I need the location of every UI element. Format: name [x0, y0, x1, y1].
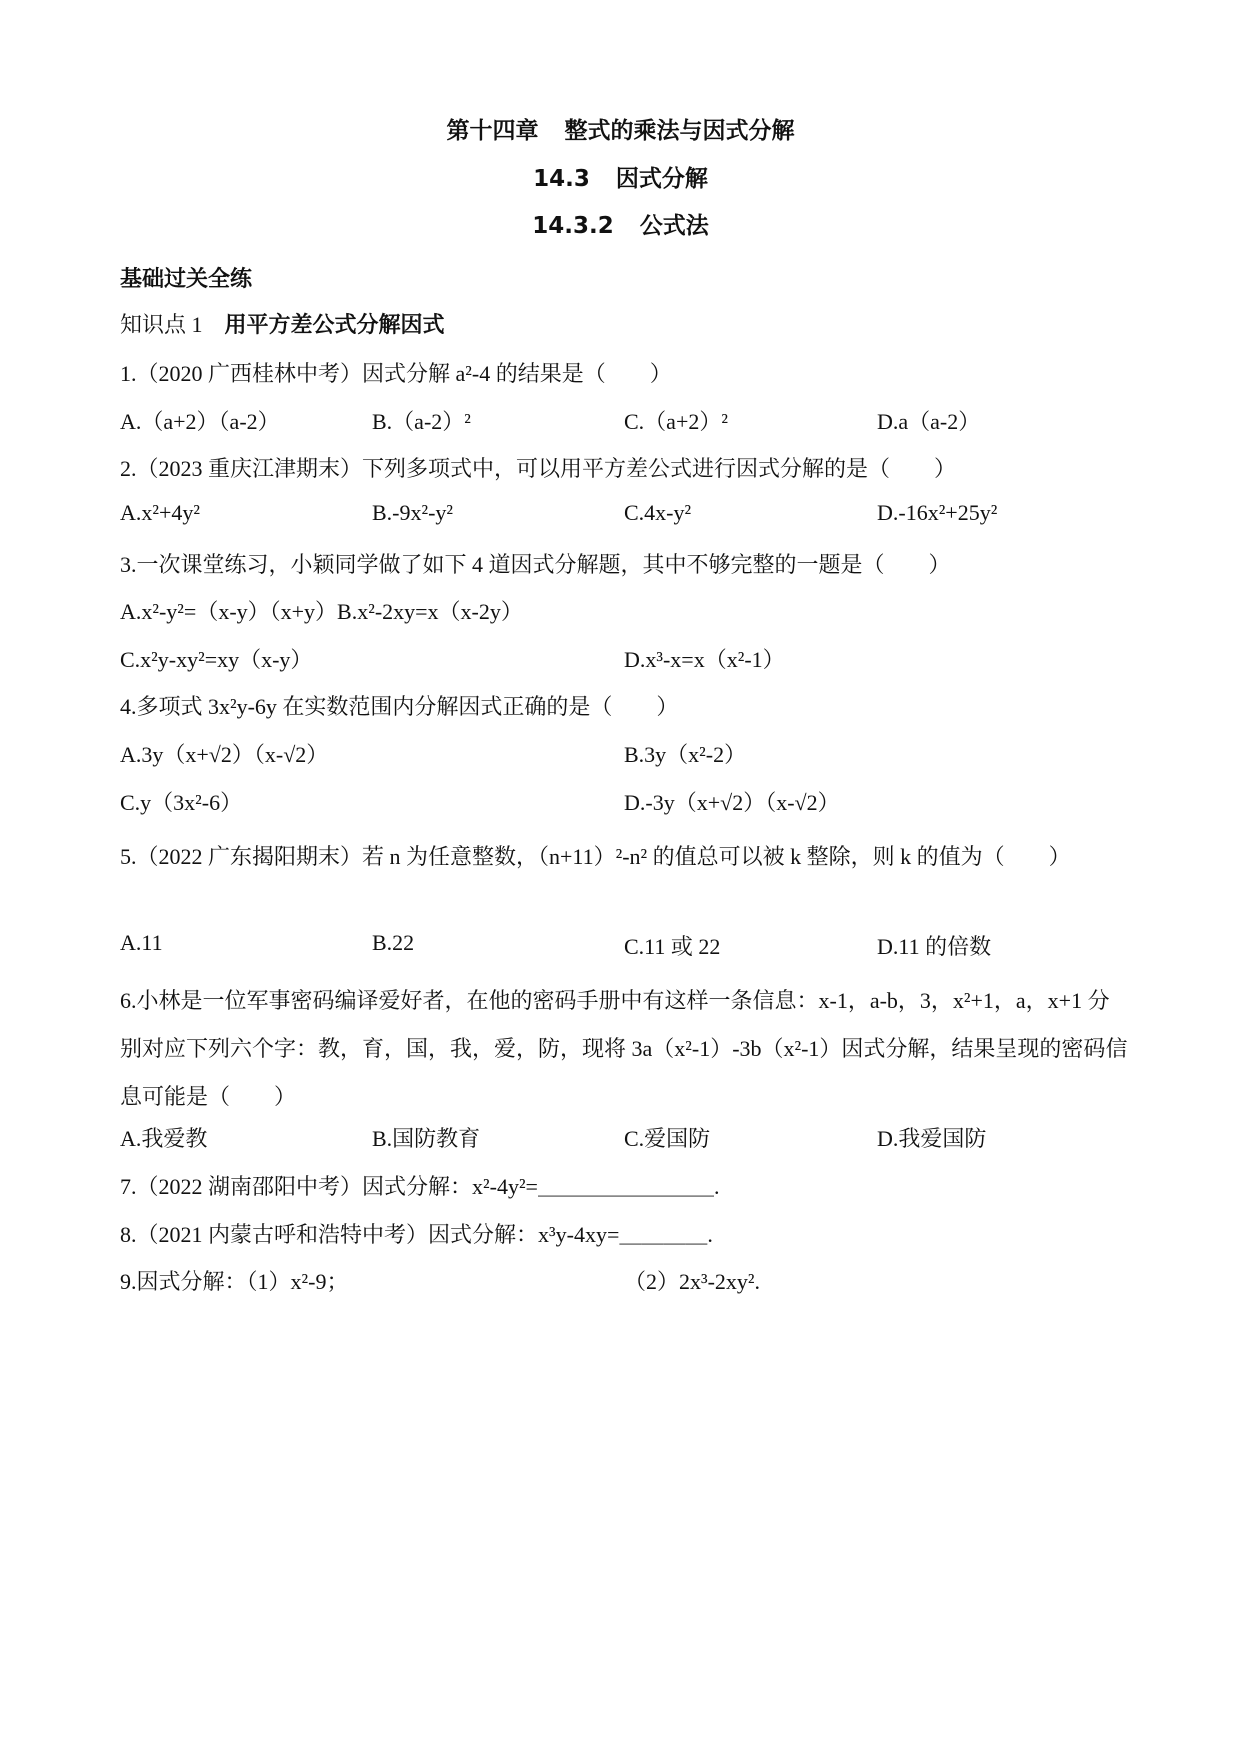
q3-option-a: A.x²-y²=（x-y）（x+y） — [120, 599, 338, 624]
question-8 — [120, 1218, 1130, 1249]
question-3 — [120, 548, 1130, 579]
q3-option-d: D.x³-x=x（x²-1） — [624, 647, 785, 672]
question-number: 7. — [120, 1174, 137, 1199]
question-text: 下列多项式中，可以用平方差公式进行因式分解的是（ ） — [362, 456, 957, 481]
subsection-heading — [0, 207, 1241, 240]
q6-option-a: A.我爱教 — [120, 1126, 208, 1151]
q9-part-2: （2）2x³-2xy². — [624, 1269, 761, 1294]
question-5 — [120, 833, 1130, 881]
question-number: 2. — [120, 456, 137, 481]
question-text: 因式分解：x³y-4xy=＿＿＿＿. — [428, 1222, 713, 1247]
q3-option-a-b — [120, 595, 523, 626]
question-source: （2022 湖南邵阳中考） — [136, 1174, 363, 1199]
question-text: 一次课堂练习，小颖同学做了如下 4 道因式分解题，其中不够完整的一题是（ ） — [136, 552, 951, 577]
question-number: 8. — [120, 1222, 137, 1247]
q5-option-d: D.11 的倍数 — [877, 934, 992, 959]
knowledge-point-label: 知识点 1 — [120, 312, 203, 337]
subsection-number: 14.3.2 — [532, 213, 614, 239]
question-number: 6. — [120, 988, 137, 1013]
q5-option-c: C.11 或 22 — [624, 934, 721, 959]
question-7 — [120, 1170, 1130, 1201]
q1-option-c: C.（a+2）² — [624, 409, 728, 434]
question-number: 1. — [120, 361, 137, 386]
question-text: 因式分解：x²-4y²=＿＿＿＿＿＿＿＿. — [362, 1174, 720, 1199]
question-number: 3. — [120, 552, 137, 577]
q4-option-b: B.3y（x²-2） — [624, 742, 747, 767]
section-heading — [0, 160, 1241, 193]
q1-option-a: A.（a+2）（a-2） — [120, 409, 280, 434]
q3-option-c: C.x²y-xy²=xy（x-y） — [120, 647, 313, 672]
question-text: 因式分解 a²-4 的结果是（ ） — [362, 361, 672, 386]
chapter-title: 整式的乘法与因式分解 — [564, 118, 795, 144]
question-number: 9. — [120, 1269, 137, 1294]
q2-option-a: A.x²+4y² — [120, 500, 200, 525]
question-number: 5. — [120, 844, 137, 869]
q1-option-b: B.（a-2）² — [372, 409, 471, 434]
q1-option-d: D.a（a-2） — [877, 409, 981, 434]
q6-option-d: D.我爱国防 — [877, 1126, 987, 1151]
question-source: （2023 重庆江津期末） — [136, 456, 363, 481]
question-6 — [120, 977, 1130, 1121]
knowledge-point-heading — [120, 308, 445, 339]
q2-option-d: D.-16x²+25y² — [877, 500, 998, 525]
section-title: 因式分解 — [615, 166, 708, 192]
block-title: 基础过关全练 — [120, 267, 253, 292]
q2-option-c: C.4x-y² — [624, 500, 692, 525]
question-text: 多项式 3x²y-6y 在实数范围内分解因式正确的是（ ） — [136, 694, 679, 719]
question-text: 若 n 为任意整数，（n+11）²-n² 的值总可以被 k 整除，则 k 的值为（ ） — [362, 844, 1071, 869]
q2-option-b: B.-9x²-y² — [372, 500, 454, 525]
question-number: 4. — [120, 694, 137, 719]
question-source: （2022 广东揭阳期末） — [136, 844, 363, 869]
question-source: （2021 内蒙古呼和浩特中考） — [136, 1222, 429, 1247]
q9-part-1: （1）x²-9； — [246, 1269, 349, 1294]
q4-option-d: D.-3y（x+√2）（x-√2） — [624, 790, 840, 815]
section-number: 14.3 — [533, 166, 590, 192]
q3-option-b: B.x²-2xy=x（x-2y） — [337, 599, 523, 624]
question-1 — [120, 357, 1130, 388]
chapter-heading — [0, 112, 1241, 145]
question-text: 小林是一位军事密码编译爱好者，在他的密码手册中有这样一条信息：x-1，a-b，3，x²+1，a，x+1 分别对应下列六个字：教，育，国，我，爱，防，现将 3a（x²-1）-3b（x²-1）因式分解，结果呈现的密码信息可能是（ ） — [120, 988, 1128, 1109]
q6-option-b: B.国防教育 — [372, 1126, 481, 1151]
question-2 — [120, 452, 1130, 483]
question-4 — [120, 690, 1130, 721]
q4-option-c: C.y（3x²-6） — [120, 790, 243, 815]
q5-option-b: B.22 — [372, 930, 415, 955]
q5-option-a: A.11 — [120, 930, 163, 955]
q4-option-a: A.3y（x+√2）（x-√2） — [120, 742, 329, 767]
knowledge-point-title: 用平方差公式分解因式 — [224, 313, 445, 338]
chapter-number: 第十四章 — [446, 118, 539, 144]
question-text: 因式分解： — [136, 1269, 247, 1294]
q6-option-c: C.爱国防 — [624, 1126, 711, 1151]
subsection-title: 公式法 — [639, 213, 709, 239]
question-source: （2020 广西桂林中考） — [136, 361, 363, 386]
